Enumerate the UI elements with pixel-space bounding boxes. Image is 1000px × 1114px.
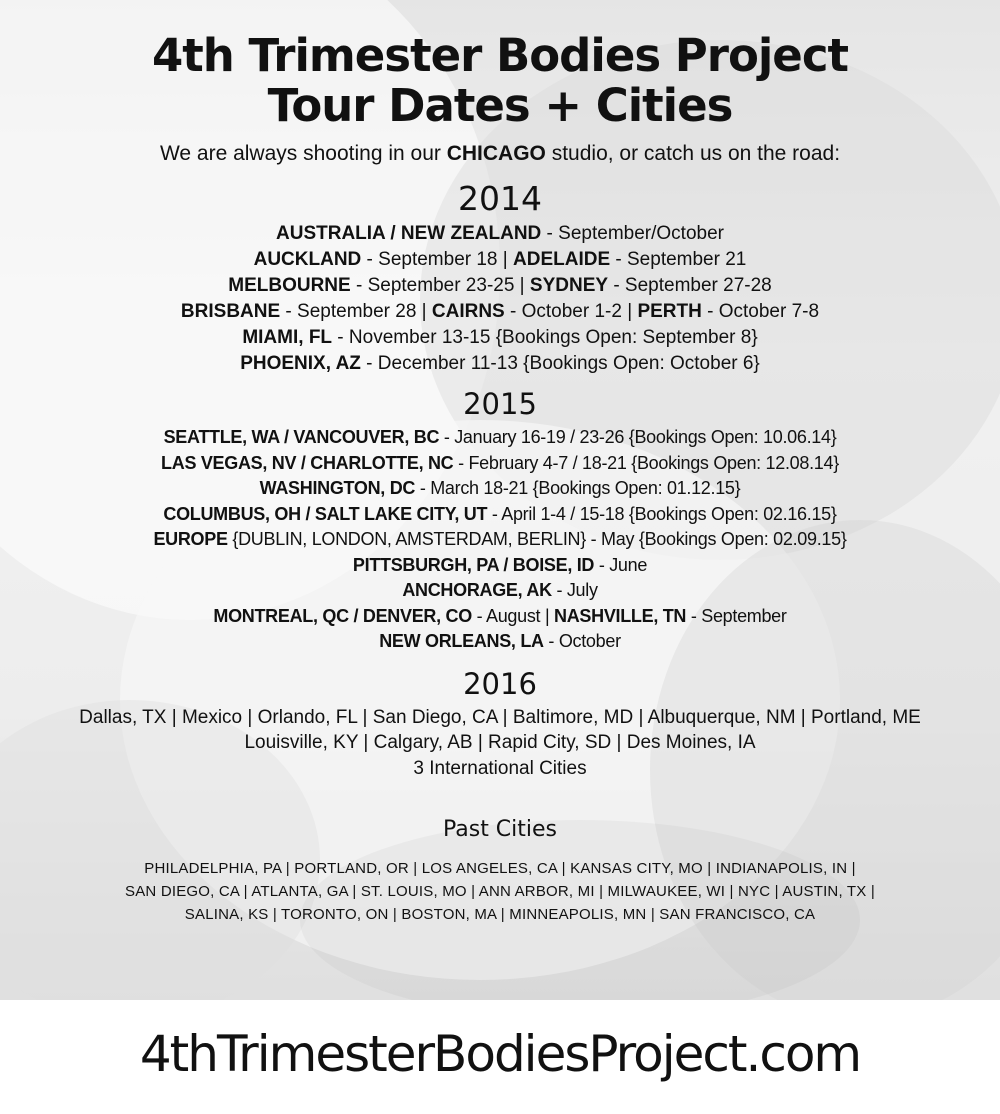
tour-date-row [0, 527, 1000, 553]
city-name: LAS VEGAS, NV / CHARLOTTE, NC [161, 452, 454, 473]
intro-city: CHICAGO [446, 142, 546, 165]
past-cities-list [0, 857, 1000, 926]
date-text: - September 23-25 | [350, 275, 530, 296]
tour-date-row [0, 351, 1000, 377]
tour-date-row [0, 273, 1000, 299]
title-line-1: 4th Trimester Bodies Project [151, 29, 849, 82]
tour-date-row [0, 705, 1000, 731]
tour-date-row [0, 604, 1000, 630]
tour-list-2014 [0, 221, 1000, 377]
past-cities-line: PHILADELPHIA, PA | PORTLAND, OR | LOS ANGELES, CA | KANSAS CITY, MO | INDIANAPOLIS, IN | [144, 860, 856, 877]
tour-date-row [0, 325, 1000, 351]
city-name: AUCKLAND [253, 249, 362, 270]
title-line-2: Tour Dates + Cities [267, 79, 733, 132]
date-text: - December 11-13 {Bookings Open: October 6} [360, 353, 760, 374]
city-name: EUROPE [153, 529, 228, 549]
past-cities-heading: Past Cities [442, 817, 558, 842]
intro-text [0, 141, 1000, 167]
date-text: - July [551, 580, 598, 600]
poster-title [0, 31, 1000, 131]
city-name: SEATTLE, WA / VANCOUVER, BC [163, 427, 440, 447]
year-heading-2016: 2016 [463, 666, 537, 701]
tour-date-row [0, 451, 1000, 477]
city-name: MONTREAL, QC / DENVER, CO [213, 605, 472, 626]
city-name: BRISBANE [180, 301, 281, 322]
date-text: - October 7-8 [701, 301, 820, 322]
tour-date-row [0, 247, 1000, 273]
date-text: {DUBLIN, LONDON, AMSTERDAM, BERLIN} - May {Bookings Open: 02.09.15} [227, 529, 847, 549]
tour-date-row [0, 578, 1000, 604]
city-name: PERTH [637, 301, 702, 322]
website-url: 4thTrimesterBodiesProject.com [139, 1025, 861, 1083]
city-name: SYDNEY [529, 275, 609, 296]
city-name: PITTSBURGH, PA / BOISE, ID [352, 554, 595, 575]
date-text: 3 International Cities [413, 757, 587, 779]
tour-list-2016 [0, 705, 1000, 782]
city-name: AUSTRALIA / NEW ZEALAND [276, 223, 542, 244]
date-text: - September 28 | [280, 301, 432, 322]
year-heading-2015: 2015 [463, 387, 537, 421]
city-name: MIAMI, FL [242, 327, 333, 348]
city-name: COLUMBUS, OH / SALT LAKE CITY, UT [163, 503, 488, 524]
city-name: WASHINGTON, DC [259, 478, 416, 498]
tour-date-row [0, 629, 1000, 655]
city-name: NASHVILLE, TN [554, 605, 687, 626]
date-text: - September/October [541, 223, 724, 244]
date-text: Dallas, TX | Mexico | Orlando, FL | San Diego, CA | Baltimore, MD | Albuquerque, NM | Portland, ME [79, 706, 921, 728]
tour-date-row [0, 502, 1000, 528]
tour-date-row [0, 553, 1000, 579]
tour-list-2015 [0, 425, 1000, 655]
date-text: - March 18-21 {Bookings Open: 01.12.15} [415, 478, 741, 498]
date-text: Louisville, KY | Calgary, AB | Rapid City, SD | Des Moines, IA [244, 732, 756, 753]
date-text: - February 4-7 / 18-21 {Bookings Open: 12.08.14} [453, 452, 839, 473]
tour-date-row [0, 476, 1000, 502]
tour-date-row [0, 299, 1000, 325]
date-text: - January 16-19 / 23-26 {Bookings Open: 10.06.14} [439, 427, 837, 447]
date-text: - September 21 [610, 249, 747, 270]
date-text: - September [686, 605, 787, 626]
date-text: - June [594, 554, 648, 575]
date-text: - April 1-4 / 15-18 {Bookings Open: 02.16.15} [487, 503, 837, 524]
intro-before: We are always shooting in our [159, 142, 447, 165]
tour-date-row [0, 756, 1000, 782]
date-text: - September 27-28 [608, 275, 772, 296]
city-name: ADELAIDE [513, 249, 611, 270]
intro-after: studio, or catch us on the road: [545, 142, 841, 165]
date-text: - October 1-2 | [504, 301, 638, 322]
city-name: CAIRNS [431, 301, 505, 322]
past-cities-line: SALINA, KS | TORONTO, ON | BOSTON, MA | MINNEAPOLIS, MN | SAN FRANCISCO, CA [184, 906, 816, 923]
date-text: - August | [471, 605, 555, 626]
year-heading-2014: 2014 [458, 179, 542, 218]
tour-date-row [0, 221, 1000, 247]
city-name: ANCHORAGE, AK [402, 580, 552, 600]
city-name: MELBOURNE [228, 275, 351, 296]
tour-date-row [0, 425, 1000, 451]
date-text: - October [543, 631, 621, 651]
city-name: NEW ORLEANS, LA [379, 631, 544, 651]
date-text: - September 18 | [361, 249, 513, 270]
past-cities-line: SAN DIEGO, CA | ATLANTA, GA | ST. LOUIS, MO | ANN ARBOR, MI | MILWAUKEE, WI | NYC | AUSTIN, TX | [125, 883, 875, 900]
city-name: PHOENIX, AZ [240, 353, 361, 374]
tour-date-row [0, 730, 1000, 756]
date-text: - November 13-15 {Bookings Open: September 8} [332, 327, 758, 348]
